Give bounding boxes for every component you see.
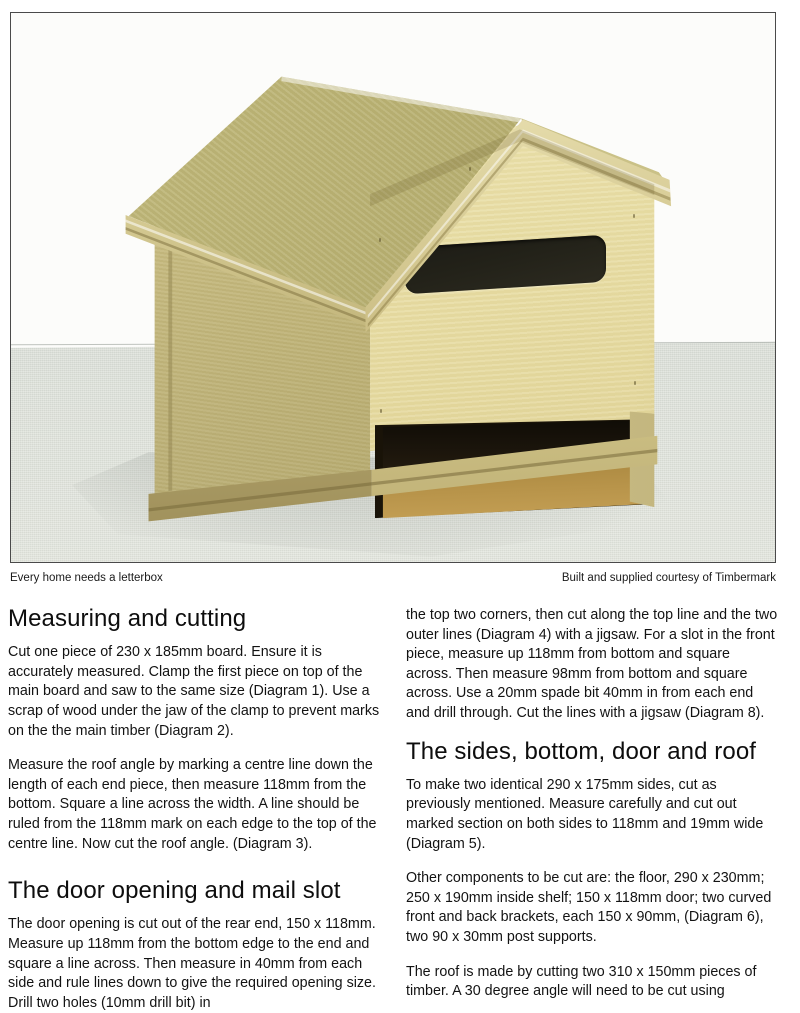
photo-caption-row: [10, 572, 776, 586]
paragraph-other-components: Other components to be cut are: the floor, 290 x 230mm; 250 x 190mm inside shelf; 150 x 118mm door; two curved front and back brackets, each 150 x 90mm, (Diagram 6), two 90 x 30mm post supports.: [406, 870, 772, 945]
column-left: [8, 606, 380, 1013]
photo-caption-credit: Built and supplied courtesy of Timbermark: [561, 572, 776, 584]
heading-measuring-and-cutting: Measuring and cutting: [8, 605, 247, 632]
paragraph-roof-made-by-cutting: The roof is made by cutting two 310 x 150mm pieces of timber. A 30 degree angle will need to be cut using: [406, 963, 757, 1000]
paragraph-door-opening: The door opening is cut out of the rear end, 150 x 118mm. Measure up 118mm from the bottom edge to the end and square a line across. Then measure in 40mm from each side and rule lines down to give the required opening size. Drill two holes (10mm drill bit) in: [8, 916, 376, 1011]
paragraph-measure-roof-angle: Measure the roof angle by marking a centre line down the length of each end piece, then measure 118mm from the bottom. Square a line across the width. A line should be ruled from the 118mm mark on each edge to the top of the centre line. Now cut the roof angle. (Diagram 3).: [8, 757, 377, 852]
heading-door-opening-and-mail-slot: The door opening and mail slot: [8, 877, 341, 905]
article-columns: [8, 606, 792, 1013]
heading-sides-bottom-door-and-roof: The sides, bottom, door and roof: [406, 737, 757, 765]
paragraph-cut-one-piece: Cut one piece of 230 x 185mm board. Ensure it is accurately measured. Clamp the first piece on top of the main board and saw to the same size (Diagram 1). Use a scrap of wood under the jaw of the clamp to prevent marks on the the main timber (Diagram 2).: [8, 644, 380, 739]
column-right: [406, 606, 778, 1013]
letterbox-photo: [10, 12, 776, 563]
paragraph-top-two-corners: the top two corners, then cut along the top line and the two outer lines (Diagram 4) with a jigsaw. For a slot in the front piece, measure up 118mm from bottom and square across. Then measure 98mm from bottom and square across. Use a 20mm spade bit 40mm in from each end and drill through. Cut the lines with a jigsaw (Diagram 8).: [406, 607, 778, 721]
paragraph-two-identical-sides: To make two identical 290 x 175mm sides, cut as previously mentioned. Measure carefully and cut out marked section on both sides to 118mm and 19mm wide (Diagram 5).: [406, 776, 764, 852]
nail-mark: [633, 214, 635, 218]
photo-scene: [11, 13, 775, 562]
letterbox-model: [11, 13, 775, 562]
photo-caption-left: Every home needs a letterbox: [10, 572, 163, 584]
